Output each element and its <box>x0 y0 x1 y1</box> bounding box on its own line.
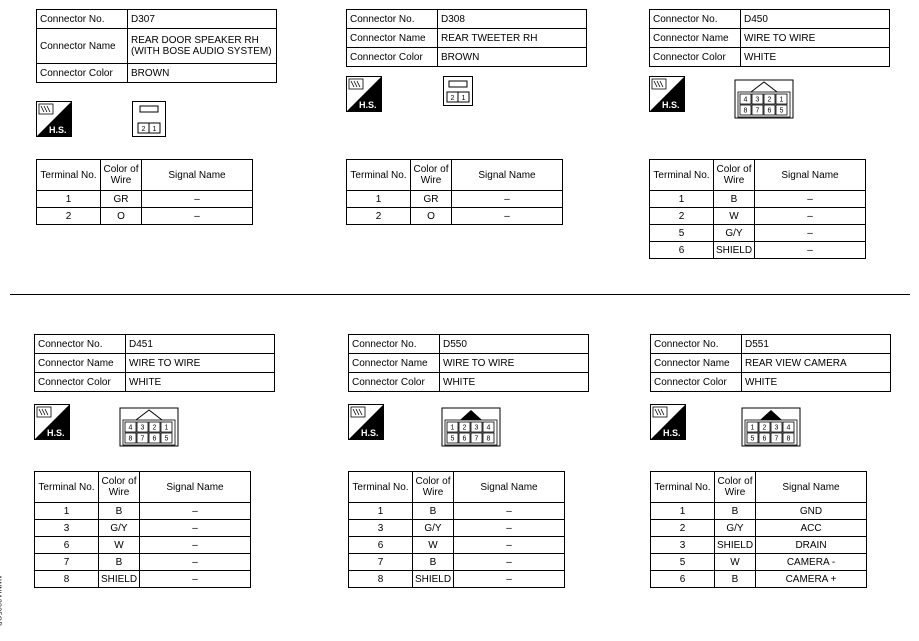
signal-cell: – <box>140 571 251 588</box>
connector-no-label: Connector No. <box>35 335 126 354</box>
wire-color-cell: W <box>99 537 140 554</box>
signal-cell: – <box>142 191 253 208</box>
table-row <box>349 503 565 520</box>
terminal-cell: 2 <box>651 520 715 537</box>
terminal-table-3 <box>34 471 251 588</box>
connector-info-1 <box>346 9 587 67</box>
connector-color-label: Connector Color <box>349 373 440 392</box>
hs-icon-wrap <box>650 404 686 440</box>
hs-icon-wrap <box>346 76 382 112</box>
connector-face <box>440 404 502 448</box>
pin-label: 6 <box>462 435 467 443</box>
connector-no-label: Connector No. <box>651 335 742 354</box>
table-row <box>651 537 867 554</box>
wire-color-cell: O <box>101 208 142 225</box>
terminal-table-2 <box>649 159 866 259</box>
terminal-table-4 <box>348 471 565 588</box>
table-row <box>651 503 867 520</box>
pin-label: 8 <box>486 435 491 443</box>
connector-no-value: D307 <box>128 10 277 29</box>
terminal-cell: 7 <box>35 554 99 571</box>
wire-color-cell: B <box>413 554 454 571</box>
connector-no-value: D450 <box>741 10 890 29</box>
terminal-cell: 5 <box>650 225 714 242</box>
wire-color-cell: B <box>714 191 755 208</box>
pin-label: 6 <box>767 107 772 115</box>
pin-label: 3 <box>755 96 760 104</box>
pin-label: 2 <box>462 424 467 432</box>
signal-cell: CAMERA - <box>756 554 867 571</box>
wire-color-cell: G/Y <box>99 520 140 537</box>
pin-label: 1 <box>750 424 755 432</box>
terminal-cell: 1 <box>651 503 715 520</box>
signal-cell: CAMERA + <box>756 571 867 588</box>
pin-label: 2 <box>141 126 146 133</box>
terminal-cell: 2 <box>37 208 101 225</box>
pin-label: 5 <box>450 435 455 443</box>
signal-cell: ACC <box>756 520 867 537</box>
terminal-table-1 <box>346 159 563 225</box>
hs-icon-wrap <box>34 404 70 440</box>
hs-label: H.S. <box>662 100 680 110</box>
harness-side-icon <box>649 76 685 112</box>
terminal-cell: 8 <box>349 571 413 588</box>
connector-diagram-3 <box>118 404 180 453</box>
wire-color-cell: O <box>411 208 452 225</box>
connector-name-value: REAR DOOR SPEAKER RH (WITH BOSE AUDIO SYSTEM) <box>128 29 277 64</box>
pin-label: 5 <box>779 107 784 115</box>
connector-name-label: Connector Name <box>349 354 440 373</box>
pin-label: 4 <box>128 424 133 432</box>
wire-color-cell: SHIELD <box>99 571 140 588</box>
terminal-cell: 1 <box>347 191 411 208</box>
table-row <box>35 503 251 520</box>
signal-cell: – <box>452 208 563 225</box>
wire-color-cell: SHIELD <box>714 242 755 259</box>
harness-side-icon <box>36 101 72 137</box>
table-row <box>37 208 253 225</box>
connector-info-5 <box>650 334 891 392</box>
signal-cell: DRAIN <box>756 537 867 554</box>
harness-side-icon <box>650 404 686 440</box>
terminal-cell: 2 <box>650 208 714 225</box>
signal-cell: – <box>755 208 866 225</box>
table-row <box>349 537 565 554</box>
wire-color-cell: B <box>99 503 140 520</box>
signal-cell: – <box>755 225 866 242</box>
table-row <box>650 191 866 208</box>
signal-cell: – <box>140 520 251 537</box>
connector-face <box>740 404 802 448</box>
terminal-cell: 6 <box>35 537 99 554</box>
terminal-no-header: Terminal No. <box>349 472 413 503</box>
page-code <box>0 575 1 627</box>
wire-color-cell: GR <box>411 191 452 208</box>
connector-name-value: REAR TWEETER RH <box>438 29 587 48</box>
connector-color-value: WHITE <box>741 48 890 67</box>
pin-label: 5 <box>164 435 169 443</box>
connector-color-value: WHITE <box>742 373 891 392</box>
connector-name-value: REAR VIEW CAMERA <box>742 354 891 373</box>
connector-diagram-0 <box>132 101 166 142</box>
connector-info-2 <box>649 9 890 67</box>
table-row <box>347 208 563 225</box>
hs-label: H.S. <box>663 428 681 438</box>
connector-face <box>118 404 180 448</box>
color-of-wire-header: Color of Wire <box>413 472 454 503</box>
pin-label: 3 <box>774 424 779 432</box>
connector-color-label: Connector Color <box>37 64 128 83</box>
terminal-cell: 6 <box>651 571 715 588</box>
pin-label: 8 <box>786 435 791 443</box>
wire-color-cell: B <box>715 503 756 520</box>
terminal-cell: 3 <box>651 537 715 554</box>
pin-label: 5 <box>750 435 755 443</box>
terminal-cell: 2 <box>347 208 411 225</box>
table-row <box>650 242 866 259</box>
connector-name-value: WIRE TO WIRE <box>126 354 275 373</box>
wire-color-cell: G/Y <box>714 225 755 242</box>
table-row <box>651 571 867 588</box>
hs-label: H.S. <box>359 100 377 110</box>
terminal-cell: 1 <box>349 503 413 520</box>
terminal-no-header: Terminal No. <box>651 472 715 503</box>
table-row <box>35 571 251 588</box>
pin-label: 3 <box>474 424 479 432</box>
connector-no-value: D551 <box>742 335 891 354</box>
terminal-no-header: Terminal No. <box>37 160 101 191</box>
signal-cell: – <box>142 208 253 225</box>
connector-no-label: Connector No. <box>650 10 741 29</box>
connector-color-value: BROWN <box>438 48 587 67</box>
wire-color-cell: B <box>413 503 454 520</box>
terminal-cell: 6 <box>650 242 714 259</box>
connector-color-label: Connector Color <box>650 48 741 67</box>
connector-color-value: WHITE <box>440 373 589 392</box>
hs-icon-wrap <box>36 101 72 137</box>
terminal-table-5 <box>650 471 867 588</box>
table-row <box>35 537 251 554</box>
connector-info-3 <box>34 334 275 392</box>
pin-label: 2 <box>152 424 157 432</box>
wire-color-cell: B <box>99 554 140 571</box>
signal-name-header: Signal Name <box>140 472 251 503</box>
terminal-no-header: Terminal No. <box>35 472 99 503</box>
pin-label: 2 <box>762 424 767 432</box>
signal-cell: GND <box>756 503 867 520</box>
signal-cell: – <box>140 537 251 554</box>
table-row <box>35 554 251 571</box>
signal-cell: – <box>454 520 565 537</box>
pin-label: 2 <box>450 95 455 102</box>
signal-cell: – <box>454 537 565 554</box>
connector-color-label: Connector Color <box>651 373 742 392</box>
connector-no-label: Connector No. <box>347 10 438 29</box>
hs-icon-wrap <box>649 76 685 112</box>
connector-diagram-1 <box>443 76 473 111</box>
connector-face <box>443 76 473 106</box>
connector-color-label: Connector Color <box>347 48 438 67</box>
pin-label: 4 <box>486 424 491 432</box>
pin-label: 2 <box>767 96 772 104</box>
pin-label: 7 <box>774 435 779 443</box>
signal-cell: – <box>454 503 565 520</box>
connector-color-value: BROWN <box>128 64 277 83</box>
connector-diagram-2 <box>733 76 795 125</box>
table-row <box>349 520 565 537</box>
table-row <box>650 208 866 225</box>
pin-label: 7 <box>140 435 145 443</box>
pin-label: 6 <box>152 435 157 443</box>
hs-label: H.S. <box>49 125 67 135</box>
hs-icon-wrap <box>348 404 384 440</box>
connector-color-label: Connector Color <box>35 373 126 392</box>
table-row <box>349 554 565 571</box>
pin-label: 1 <box>450 424 455 432</box>
wire-color-cell: SHIELD <box>413 571 454 588</box>
signal-cell: – <box>454 554 565 571</box>
hs-label: H.S. <box>361 428 379 438</box>
terminal-cell: 3 <box>35 520 99 537</box>
signal-name-header: Signal Name <box>756 472 867 503</box>
signal-cell: – <box>755 242 866 259</box>
signal-cell: – <box>452 191 563 208</box>
connector-no-value: D550 <box>440 335 589 354</box>
wire-color-cell: W <box>714 208 755 225</box>
signal-name-header: Signal Name <box>454 472 565 503</box>
color-of-wire-header: Color of Wire <box>714 160 755 191</box>
color-of-wire-header: Color of Wire <box>715 472 756 503</box>
signal-cell: – <box>755 191 866 208</box>
terminal-cell: 1 <box>650 191 714 208</box>
wire-color-cell: SHIELD <box>715 537 756 554</box>
pin-label: 1 <box>164 424 169 432</box>
connector-name-label: Connector Name <box>651 354 742 373</box>
pin-label: 4 <box>786 424 791 432</box>
terminal-no-header: Terminal No. <box>347 160 411 191</box>
terminal-cell: 1 <box>37 191 101 208</box>
pin-label: 8 <box>743 107 748 115</box>
terminal-cell: 3 <box>349 520 413 537</box>
signal-name-header: Signal Name <box>142 160 253 191</box>
signal-cell: – <box>140 503 251 520</box>
connector-info-4 <box>348 334 589 392</box>
pin-label: 1 <box>152 126 157 133</box>
pin-label: 8 <box>128 435 133 443</box>
terminal-cell: 6 <box>349 537 413 554</box>
connector-name-label: Connector Name <box>37 29 128 64</box>
table-row <box>35 520 251 537</box>
wire-color-cell: B <box>715 571 756 588</box>
terminal-cell: 1 <box>35 503 99 520</box>
wire-color-cell: W <box>413 537 454 554</box>
pin-label: 7 <box>474 435 479 443</box>
connector-no-value: D308 <box>438 10 587 29</box>
connector-face <box>733 76 795 120</box>
connector-diagram-4 <box>440 404 502 453</box>
table-row <box>651 520 867 537</box>
terminal-cell: 7 <box>349 554 413 571</box>
connector-diagram-5 <box>740 404 802 453</box>
section-divider <box>10 294 910 295</box>
terminal-cell: 5 <box>651 554 715 571</box>
color-of-wire-header: Color of Wire <box>411 160 452 191</box>
hs-label: H.S. <box>47 428 65 438</box>
harness-side-icon <box>346 76 382 112</box>
terminal-no-header: Terminal No. <box>650 160 714 191</box>
harness-side-icon <box>348 404 384 440</box>
wire-color-cell: G/Y <box>413 520 454 537</box>
terminal-table-0 <box>36 159 253 225</box>
signal-cell: – <box>140 554 251 571</box>
connector-no-value: D451 <box>126 335 275 354</box>
connector-no-label: Connector No. <box>37 10 128 29</box>
pin-label: 1 <box>779 96 784 104</box>
wire-color-cell: G/Y <box>715 520 756 537</box>
table-row <box>651 554 867 571</box>
color-of-wire-header: Color of Wire <box>101 160 142 191</box>
pin-label: 3 <box>140 424 145 432</box>
connector-no-label: Connector No. <box>349 335 440 354</box>
table-row <box>349 571 565 588</box>
connector-color-value: WHITE <box>126 373 275 392</box>
table-row <box>347 191 563 208</box>
connector-face <box>132 101 166 137</box>
signal-name-header: Signal Name <box>452 160 563 191</box>
signal-cell: – <box>454 571 565 588</box>
signal-name-header: Signal Name <box>755 160 866 191</box>
pin-label: 4 <box>743 96 748 104</box>
harness-side-icon <box>34 404 70 440</box>
wire-color-cell: W <box>715 554 756 571</box>
terminal-cell: 8 <box>35 571 99 588</box>
pin-label: 6 <box>762 435 767 443</box>
connector-name-label: Connector Name <box>650 29 741 48</box>
table-row <box>650 225 866 242</box>
connector-info-0 <box>36 9 277 83</box>
pin-label: 7 <box>755 107 760 115</box>
connector-name-value: WIRE TO WIRE <box>440 354 589 373</box>
table-row <box>37 191 253 208</box>
connector-name-label: Connector Name <box>35 354 126 373</box>
wire-color-cell: GR <box>101 191 142 208</box>
color-of-wire-header: Color of Wire <box>99 472 140 503</box>
connector-name-value: WIRE TO WIRE <box>741 29 890 48</box>
connector-name-label: Connector Name <box>347 29 438 48</box>
pin-label: 1 <box>461 95 466 102</box>
